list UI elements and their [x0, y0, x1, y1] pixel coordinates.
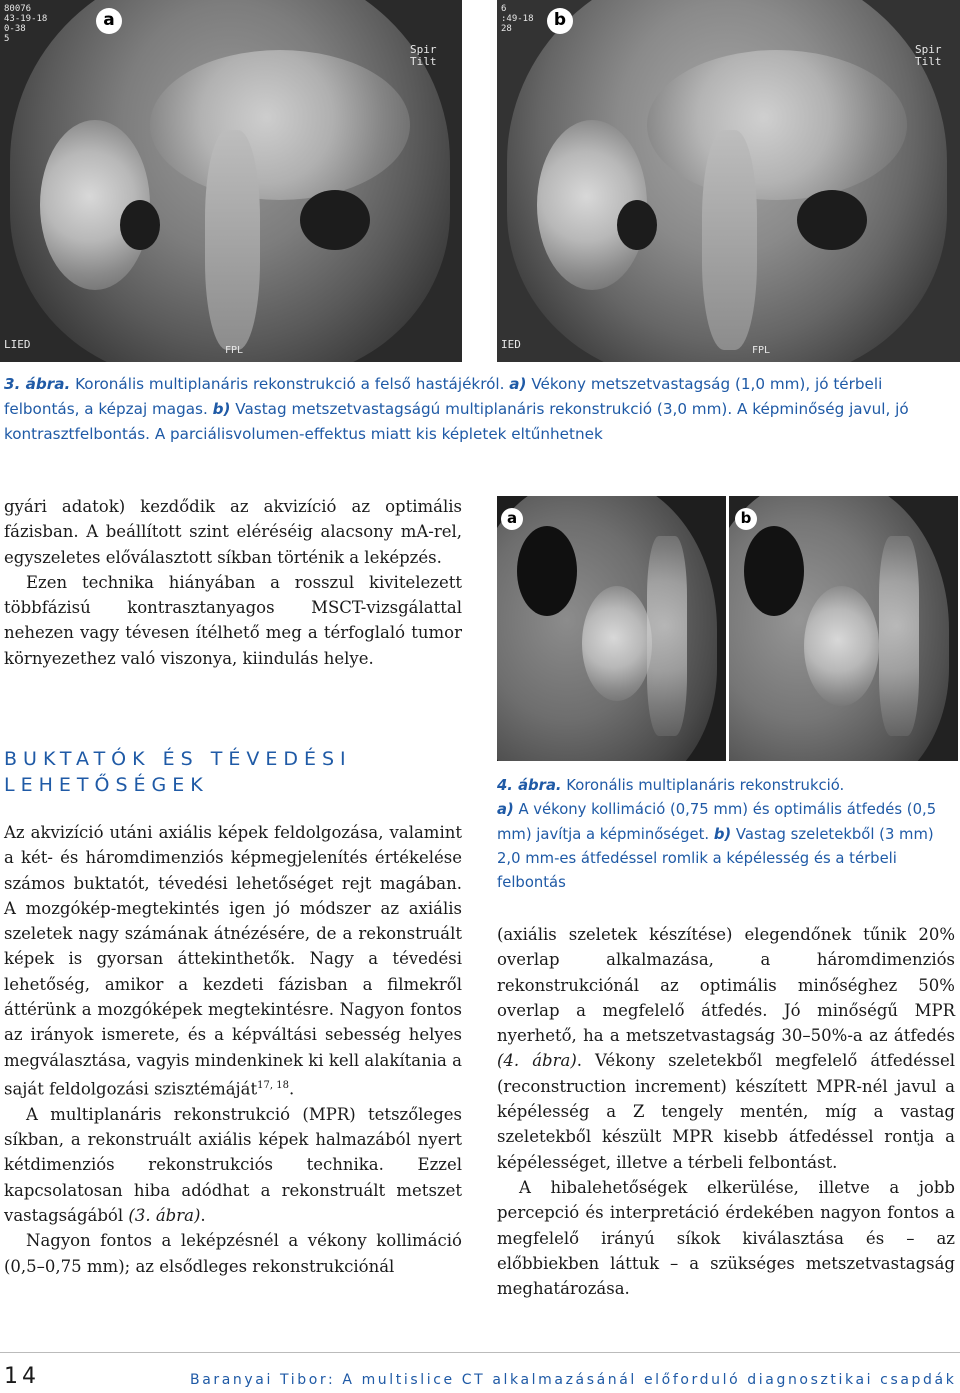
- figure4-caption-title: Koronális multiplanáris rekonstrukció.: [566, 777, 845, 794]
- figure3-panel-b-letter: b: [547, 8, 573, 34]
- section-heading: [4, 746, 464, 798]
- paragraph-text: A multiplanáris rekonstrukció (MPR) tetszőleges síkban, a rekonstruált axiális képek halmazából nyert kétdimenziós rekonstrukciós technika. Ezzel kapcsolatosan hiba adódhat a rekonstruált metszet vastagságából: [4, 1104, 462, 1225]
- paragraph: Ezen technika hiányában a rosszul kivitelezett többfázisú kontrasztanyagos MSCT-vizsgálattal nehezen vagy tévesen ítélhető meg a térfoglaló tumor környezethez való viszonya, kiindulás helye.: [4, 572, 462, 668]
- figure4-caption-a-label: a): [497, 801, 514, 819]
- figure3-panel-a-letter: a: [96, 8, 122, 34]
- figure3-panel-b-meta: 6 :49-18 28: [501, 4, 534, 34]
- figure4-caption-a-text: A vékony kollimáció (0,75 mm) és optimális átfedés (0,5 mm) javítja a képminőséget.: [497, 801, 937, 843]
- left-top-text: [4, 494, 462, 671]
- paragraph: A hibalehetőségek elkerülése, illetve a jobb percepció és interpretáció érdekében nagyon fontos a megfelelő irányú síkok kiválasztása és – az előbbiekben láttuk – a szükséges metszetvastagság meghatározása.: [497, 1177, 955, 1299]
- figure4-panel-a-letter: a: [501, 508, 523, 530]
- paragraph: Nagyon fontos a leképzésnél a vékony kollimáció (0,5–0,75 mm); az elsődleges rekonstrukciónál: [4, 1231, 462, 1276]
- figure3-caption-b-text: Vastag metszetvastagságú multiplanáris rekonstrukció (3,0 mm). A képminőség javul, jó kontrasztfelbontás. A parciálisvolumen-effektus miatt kis képletek eltűnhetnek: [4, 400, 909, 443]
- figure3-panel-b-bottom-left: IED: [501, 338, 521, 351]
- running-title: Baranyai Tibor: A multislice CT alkalmazásánál előforduló diagnosztikai csapdák: [190, 1372, 957, 1388]
- page-number: 14: [4, 1364, 40, 1389]
- citation: 17, 18: [257, 1079, 289, 1091]
- figure3-caption-a-label: a): [509, 375, 527, 393]
- footer-rule: [0, 1352, 960, 1353]
- figure4-caption-b-text: Vastag szeletekből (3 mm) 2,0 mm-es átfedéssel romlik a képélesség és a térbeli felbontás: [497, 825, 934, 892]
- figure3-panel-a-bottom-left: LIED: [4, 338, 31, 351]
- paragraph: [497, 922, 955, 1175]
- figure3-caption-title: Koronális multiplanáris rekonstrukció a felső hastájékról.: [75, 375, 505, 393]
- figure4-panel-b-letter: b: [735, 508, 757, 530]
- figure4-caption-label: 4. ábra.: [497, 777, 562, 794]
- figure-reference: (3. ábra): [128, 1205, 201, 1225]
- paragraph-end: . Vékony szeletekből megfelelő átfedéssel (reconstruction increment) készített MPR-nél javul a képélesség a Z tengely mentén, míg a vastag szeletekből készült MPR kisebb átfedéssel rontja a képélességet, illetve a térbeli felbontást.: [497, 1051, 955, 1172]
- paragraph: [4, 1102, 462, 1228]
- figure3-caption-b-label: b): [212, 400, 231, 418]
- paragraph-end: .: [288, 1079, 295, 1099]
- paragraph: [4, 820, 462, 1102]
- figure3-panel-a-image: [0, 0, 462, 362]
- section-heading-line2: LEHETŐSÉGEK: [4, 774, 209, 796]
- section-heading-line1: BUKTATÓK ÉS TÉVEDÉSI: [4, 748, 352, 770]
- right-bottom-text: [497, 922, 955, 1301]
- figure4-caption: [497, 774, 955, 895]
- left-bottom-text: [4, 820, 462, 1279]
- figure3-caption: [4, 372, 956, 447]
- figure3-panel-b-image: [497, 0, 960, 362]
- figure4-panel-b-image: [729, 496, 958, 761]
- figure4-caption-b-label: b): [713, 825, 732, 843]
- figure-reference: (4. ábra): [497, 1051, 577, 1071]
- figure3-caption-label: 3. ábra.: [4, 375, 71, 393]
- paragraph-text: Az akvizíció utáni axiális képek feldolgozása, valamint a két- és háromdimenziós képmegjelenítés értékelése számos buktatót, tévedési lehetőséget rejt magában. A mozgókép-megtekintés igen jó módszer az axiális szeletek nagy számának átnézésére, de a rekonstruált képek is gyorsan áttekinthetők. Nagy a tévedési lehetőség, amikor a kezdeti fázisban a filmekről áttérünk a mozgóképek megtekintésre. Nagyon fontos az irányok ismerete, és a képváltási sebesség helyes megválasztása, vagyis mindenkinek ki kell alakítania a saját feldolgozási szisztémáját: [4, 823, 462, 1099]
- paragraph-end: .: [200, 1205, 206, 1225]
- paragraph: gyári adatok) kezdődik az akvizíció az optimális fázisban. A beállított szint eléréséig alacsony mA-rel, egyszeletes előválasztott síkban történik a leképzés.: [4, 497, 462, 567]
- figure3-panel-a-bottom-mid: FPL: [225, 345, 244, 356]
- figure3-panel-a-meta: 80076 43-19-18 0-38 5: [4, 4, 48, 44]
- paragraph-text: (axiális szeletek készítése) elegendőnek tűnik 20% overlap alkalmazása, a háromdimenziós rekonstrukciónál az optimális minőséghez 50% overlap a megfelelő átfedés. Jó minőségű MPR nyerhető, ha a metszetvastagság 30–50%-a az átfedés: [497, 925, 955, 1046]
- figure3-panel-b-corner-right: Spir Tilt: [915, 43, 942, 68]
- figure3-panel-a-corner-right: Spir Tilt: [410, 43, 437, 68]
- figure4-panel-a-image: [497, 496, 726, 761]
- figure3-panel-b-bottom-mid: FPL: [752, 345, 771, 356]
- figure3-caption-a-text: Vékony metszetvastagság (1,0 mm), jó térbeli felbontás, a képzaj magas.: [4, 375, 883, 418]
